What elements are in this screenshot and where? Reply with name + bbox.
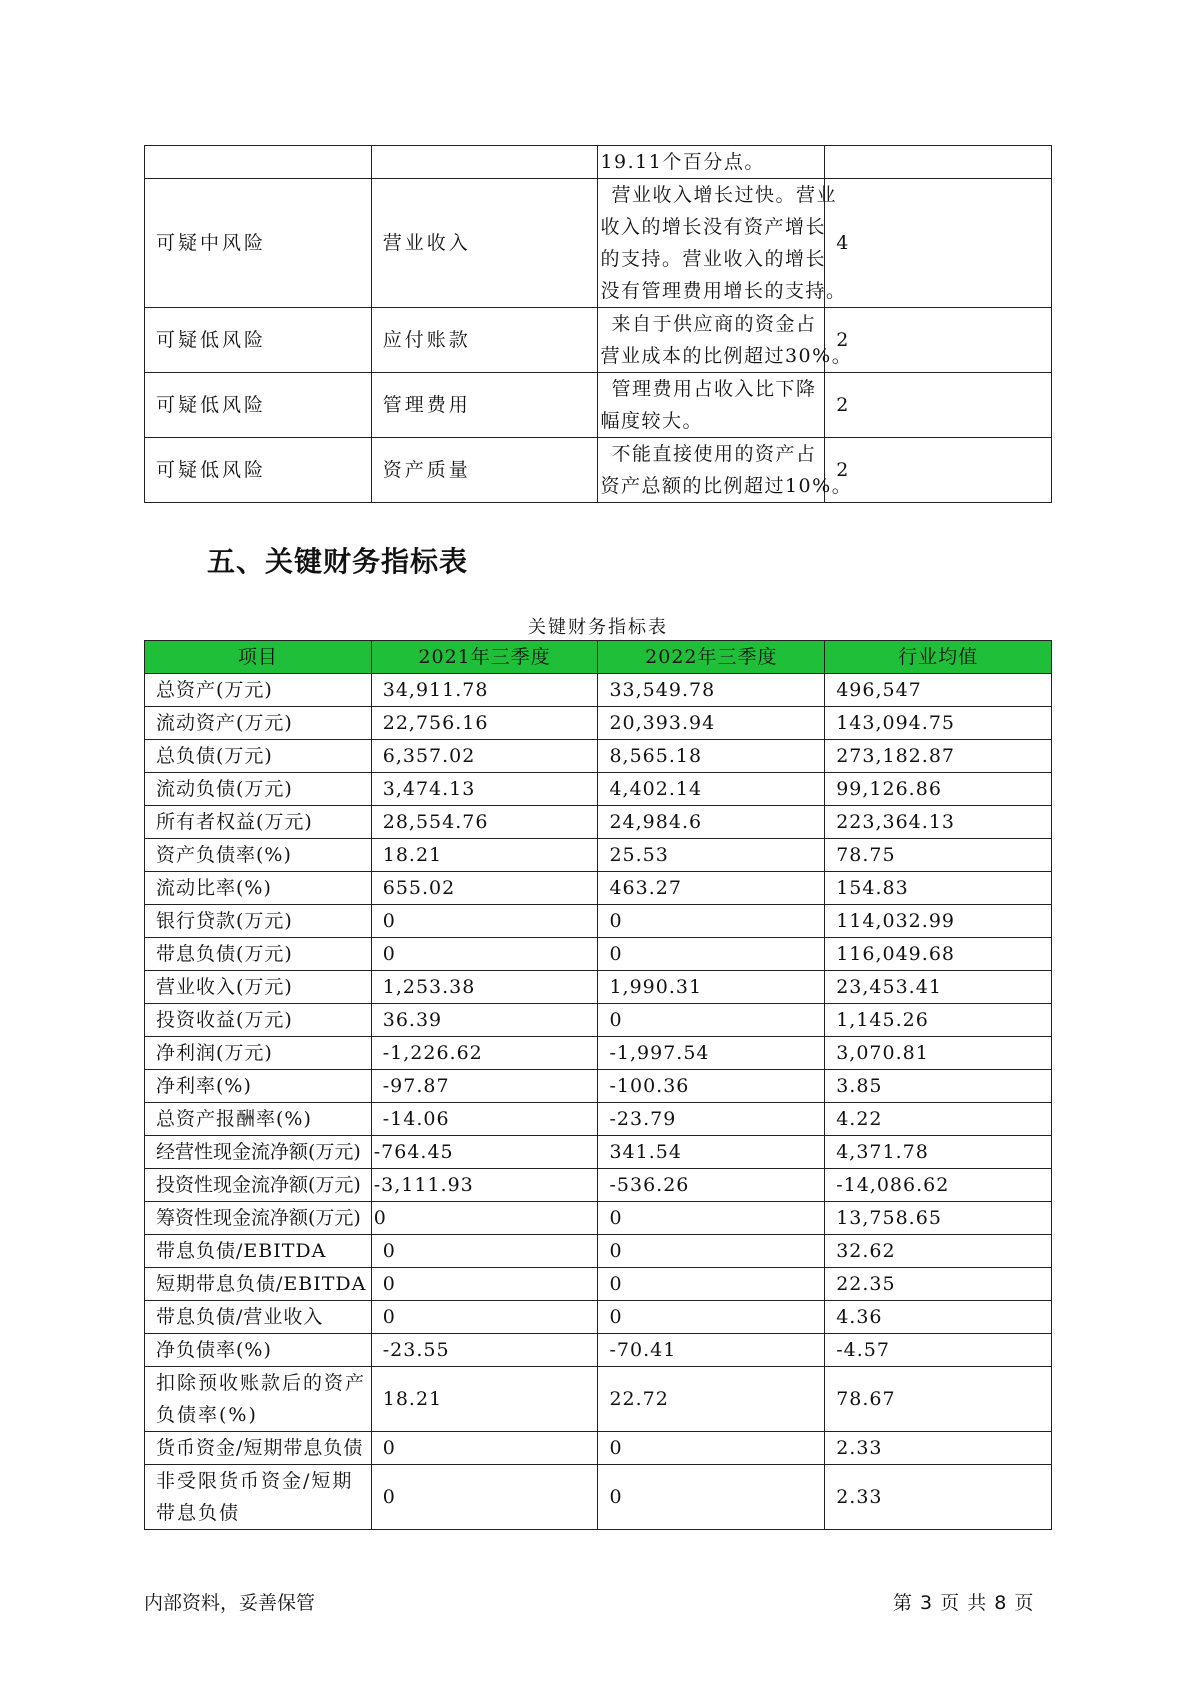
metric-value: 496,547 xyxy=(825,674,1052,707)
metric-value: 0 xyxy=(371,938,598,971)
metric-name: 短期带息负债/EBITDA xyxy=(145,1268,372,1301)
metric-name: 净利率(%) xyxy=(145,1070,372,1103)
metrics-row xyxy=(145,773,1052,806)
risk-score: 2 xyxy=(825,308,1052,373)
metric-name: 带息负债/营业收入 xyxy=(145,1301,372,1334)
metric-value: 22.72 xyxy=(598,1367,825,1432)
metric-value: 99,126.86 xyxy=(825,773,1052,806)
metric-name: 经营性现金流净额(万元) xyxy=(145,1136,372,1169)
risk-row xyxy=(145,179,1052,308)
metric-value: 2.33 xyxy=(825,1432,1052,1465)
risk-row xyxy=(145,438,1052,503)
metrics-row xyxy=(145,971,1052,1004)
risk-score: 2 xyxy=(825,373,1052,438)
metrics-row xyxy=(145,674,1052,707)
metric-value: 28,554.76 xyxy=(371,806,598,839)
metric-value: 341.54 xyxy=(598,1136,825,1169)
metric-value: 0 xyxy=(371,1432,598,1465)
footer-confidential-note: 内部资料，妥善保管 xyxy=(144,1592,316,1614)
risk-description-line: 19.11个百分点。 xyxy=(600,151,765,173)
risk-level: 可疑低风险 xyxy=(145,308,372,373)
metric-name: 净负债率(%) xyxy=(145,1334,372,1367)
risk-description-line: 资产总额的比例超过10%。 xyxy=(600,475,853,497)
risk-item: 营业收入 xyxy=(371,179,598,308)
risk-description xyxy=(598,179,847,308)
metric-name: 带息负债(万元) xyxy=(145,938,372,971)
metric-value: 0 xyxy=(598,1432,825,1465)
metric-value: 0 xyxy=(371,1202,598,1235)
metrics-row xyxy=(145,872,1052,905)
metric-value: 0 xyxy=(598,905,825,938)
metric-value: 18.21 xyxy=(371,839,598,872)
metric-name: 所有者权益(万元) xyxy=(145,806,372,839)
metrics-row xyxy=(145,740,1052,773)
section-heading: 五、关键财务指标表 xyxy=(207,545,469,578)
metric-value: 2.33 xyxy=(825,1465,1052,1530)
metrics-row xyxy=(145,1432,1052,1465)
risk-description-line: 管理费用占收入比下降 xyxy=(611,378,817,400)
metric-value: 223,364.13 xyxy=(825,806,1052,839)
metric-value: -764.45 xyxy=(371,1136,598,1169)
metrics-row xyxy=(145,1301,1052,1334)
metric-name: 投资收益(万元) xyxy=(145,1004,372,1037)
metric-value: 1,253.38 xyxy=(371,971,598,1004)
metric-value: -1,226.62 xyxy=(371,1037,598,1070)
metric-name: 总资产报酬率(%) xyxy=(145,1103,372,1136)
metric-value: -23.79 xyxy=(598,1103,825,1136)
metric-value: 116,049.68 xyxy=(825,938,1052,971)
metric-value: 273,182.87 xyxy=(825,740,1052,773)
metric-value: -97.87 xyxy=(371,1070,598,1103)
risk-description xyxy=(598,308,853,373)
metric-value: -23.55 xyxy=(371,1334,598,1367)
risk-score xyxy=(825,146,1052,179)
risk-item xyxy=(371,146,598,179)
metric-name: 流动比率(%) xyxy=(145,872,372,905)
footer-page-number: 第 3 页 共 8 页 xyxy=(893,1592,1034,1614)
risk-item: 管理费用 xyxy=(371,373,598,438)
header-industry-average: 行业均值 xyxy=(825,641,1052,674)
metric-name: 总资产(万元) xyxy=(145,674,372,707)
metric-value: 25.53 xyxy=(598,839,825,872)
metric-value: 0 xyxy=(598,1268,825,1301)
metric-value: 22.35 xyxy=(825,1268,1052,1301)
metrics-row xyxy=(145,1465,1052,1530)
metric-value: 4.22 xyxy=(825,1103,1052,1136)
metric-name: 流动资产(万元) xyxy=(145,707,372,740)
risk-description-line: 不能直接使用的资产占 xyxy=(611,443,817,465)
metric-name: 货币资金/短期带息负债 xyxy=(145,1432,372,1465)
metric-value: 1,990.31 xyxy=(598,971,825,1004)
metric-value: 1,145.26 xyxy=(825,1004,1052,1037)
risk-item: 资产质量 xyxy=(371,438,598,503)
metric-value: 0 xyxy=(598,1004,825,1037)
metrics-row xyxy=(145,839,1052,872)
metric-value: 32.62 xyxy=(825,1235,1052,1268)
metric-name: 流动负债(万元) xyxy=(145,773,372,806)
risk-score: 2 xyxy=(825,438,1052,503)
metrics-row xyxy=(145,1070,1052,1103)
metric-value: 143,094.75 xyxy=(825,707,1052,740)
risk-level: 可疑低风险 xyxy=(145,373,372,438)
metric-name: 扣除预收账款后的资产负债率(%) xyxy=(145,1367,372,1432)
metric-value: 0 xyxy=(371,905,598,938)
metrics-row xyxy=(145,1103,1052,1136)
risk-table xyxy=(144,145,1052,503)
metric-name: 非受限货币资金/短期带息负债 xyxy=(145,1465,372,1530)
table-header-row xyxy=(145,641,1052,674)
risk-description-line: 幅度较大。 xyxy=(600,410,703,432)
header-2021q3: 2021年三季度 xyxy=(371,641,598,674)
metric-name: 筹资性现金流净额(万元) xyxy=(145,1202,372,1235)
metric-value: 0 xyxy=(598,938,825,971)
metric-value: 0 xyxy=(371,1235,598,1268)
metric-value: 114,032.99 xyxy=(825,905,1052,938)
metric-value: 20,393.94 xyxy=(598,707,825,740)
risk-row xyxy=(145,308,1052,373)
header-2022q3: 2022年三季度 xyxy=(598,641,825,674)
metrics-row xyxy=(145,1235,1052,1268)
metric-name: 带息负债/EBITDA xyxy=(145,1235,372,1268)
metrics-row xyxy=(145,1004,1052,1037)
metric-value: -536.26 xyxy=(598,1169,825,1202)
risk-description-line: 收入的增长没有资产增长 xyxy=(600,216,826,238)
metric-value: 36.39 xyxy=(371,1004,598,1037)
risk-description xyxy=(598,146,825,179)
header-item: 项目 xyxy=(145,641,372,674)
metrics-row xyxy=(145,806,1052,839)
risk-description xyxy=(598,438,853,503)
metric-value: -4.57 xyxy=(825,1334,1052,1367)
metric-value: 78.75 xyxy=(825,839,1052,872)
metric-value: 154.83 xyxy=(825,872,1052,905)
metrics-row xyxy=(145,1268,1052,1301)
metric-value: 3,474.13 xyxy=(371,773,598,806)
metric-value: 3.85 xyxy=(825,1070,1052,1103)
metric-value: -14.06 xyxy=(371,1103,598,1136)
metric-name: 总负债(万元) xyxy=(145,740,372,773)
metric-value: -3,111.93 xyxy=(371,1169,598,1202)
metric-value: 6,357.02 xyxy=(371,740,598,773)
metric-value: 8,565.18 xyxy=(598,740,825,773)
metric-value: 78.67 xyxy=(825,1367,1052,1432)
risk-level: 可疑中风险 xyxy=(145,179,372,308)
metrics-row xyxy=(145,938,1052,971)
risk-description-line: 营业收入增长过快。营业 xyxy=(611,184,837,206)
metric-name: 资产负债率(%) xyxy=(145,839,372,872)
metric-value: 23,453.41 xyxy=(825,971,1052,1004)
metrics-row xyxy=(145,1136,1052,1169)
key-financial-metrics-table xyxy=(144,640,1052,1530)
metrics-row xyxy=(145,1169,1052,1202)
risk-level: 可疑低风险 xyxy=(145,438,372,503)
metric-value: 0 xyxy=(598,1202,825,1235)
metric-value: 463.27 xyxy=(598,872,825,905)
metric-value: 24,984.6 xyxy=(598,806,825,839)
metric-value: 0 xyxy=(598,1235,825,1268)
metric-value: 0 xyxy=(598,1465,825,1530)
metric-value: -70.41 xyxy=(598,1334,825,1367)
metric-value: 0 xyxy=(371,1465,598,1530)
metrics-row xyxy=(145,1037,1052,1070)
metric-value: 655.02 xyxy=(371,872,598,905)
metric-value: -14,086.62 xyxy=(825,1169,1052,1202)
metric-value: 4.36 xyxy=(825,1301,1052,1334)
metrics-row xyxy=(145,1367,1052,1432)
risk-description-line: 没有管理费用增长的支持。 xyxy=(600,280,847,302)
metric-value: 0 xyxy=(371,1268,598,1301)
metrics-row xyxy=(145,1334,1052,1367)
metrics-row xyxy=(145,905,1052,938)
metric-value: 4,371.78 xyxy=(825,1136,1052,1169)
risk-description-line: 来自于供应商的资金占 xyxy=(611,313,817,335)
risk-item: 应付账款 xyxy=(371,308,598,373)
risk-level xyxy=(145,146,372,179)
metrics-row xyxy=(145,1202,1052,1235)
risk-row xyxy=(145,373,1052,438)
metric-value: 0 xyxy=(598,1301,825,1334)
table-caption: 关键财务指标表 xyxy=(528,617,668,638)
metric-value: -1,997.54 xyxy=(598,1037,825,1070)
metric-name: 营业收入(万元) xyxy=(145,971,372,1004)
metric-value: -100.36 xyxy=(598,1070,825,1103)
metric-value: 34,911.78 xyxy=(371,674,598,707)
metric-value: 13,758.65 xyxy=(825,1202,1052,1235)
risk-description-line: 的支持。营业收入的增长 xyxy=(600,248,826,270)
metric-value: 33,549.78 xyxy=(598,674,825,707)
risk-description-line: 营业成本的比例超过30%。 xyxy=(600,345,853,367)
metric-value: 3,070.81 xyxy=(825,1037,1052,1070)
metric-value: 22,756.16 xyxy=(371,707,598,740)
metric-name: 净利润(万元) xyxy=(145,1037,372,1070)
risk-row xyxy=(145,146,1052,179)
risk-description xyxy=(598,373,825,438)
risk-score: 4 xyxy=(825,179,1052,308)
metric-value: 18.21 xyxy=(371,1367,598,1432)
metric-name: 银行贷款(万元) xyxy=(145,905,372,938)
metric-value: 0 xyxy=(371,1301,598,1334)
metrics-row xyxy=(145,707,1052,740)
metric-name: 投资性现金流净额(万元) xyxy=(145,1169,372,1202)
metric-value: 4,402.14 xyxy=(598,773,825,806)
